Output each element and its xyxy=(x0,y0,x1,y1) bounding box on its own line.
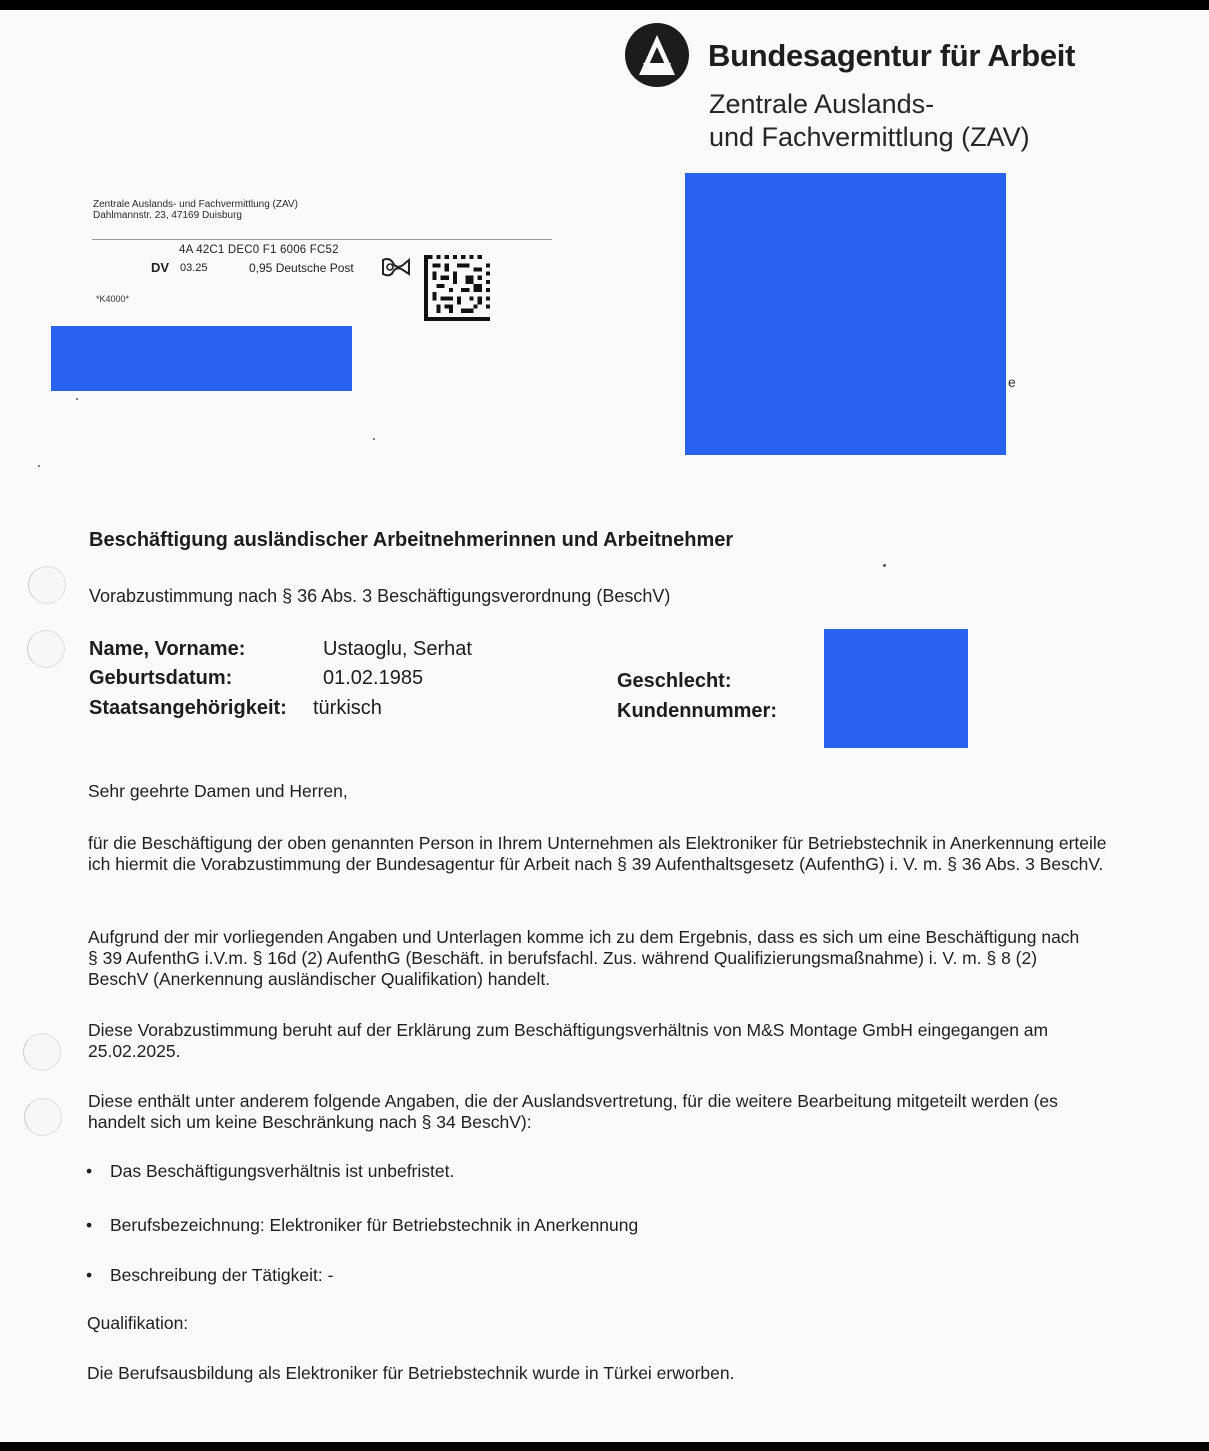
franking-dv: DV xyxy=(151,260,170,275)
name-label: Name, Vorname: xyxy=(89,638,246,660)
letter-page xyxy=(0,10,1209,1442)
franking-reference: *K4000* xyxy=(96,294,130,304)
qualification-heading: Qualifikation: xyxy=(87,1313,189,1333)
birthdate-label: Geburtsdatum: xyxy=(89,667,233,689)
redaction-recipient xyxy=(51,326,352,391)
qualification-text: Die Berufsausbildung als Elektroniker für Betriebstechnik wurde in Türkei erworben. xyxy=(87,1363,735,1383)
punch-hole-mark xyxy=(28,566,66,604)
bullet-text: Beschreibung der Tätigkeit: - xyxy=(110,1265,334,1285)
paragraph-basis: Diese Vorabzustimmung beruht auf der Erklärung zum Beschäftigungsverhältnis von M&S Montage GmbH eingegangen am 25.02.2025. xyxy=(88,1020,1049,1061)
bullet-item xyxy=(86,1161,454,1182)
bullet-item xyxy=(86,1215,638,1236)
paragraph-details: Diese enthält unter anderem folgende Angaben, die der Auslandsvertretung, für die weitere Bearbeitung mitgeteilt werden (es handelt sich um keine Beschränkung nach § 34 BeschV): xyxy=(88,1091,1058,1132)
bullet-dot-icon: • xyxy=(86,1215,93,1235)
redaction-personal-data xyxy=(824,629,968,748)
salutation: Sehr geehrte Damen und Herren, xyxy=(88,781,348,801)
bullet-text: Berufsbezeichnung: Elektroniker für Betriebstechnik in Anerkennung xyxy=(110,1215,639,1235)
paragraph-assessment: Aufgrund der mir vorliegenden Angaben und Unterlagen komme ich zu dem Ergebnis, dass es sich um eine Beschäftigung nach § 39 AufenthG i.V.m. § 16d (2) AufenthG (Beschäft. in berufsfachl. Zus. während Qualifizierungsmaßnahme) i. V. m. § 8 (2) BeschV (Anerkennung ausländischer Qualifikation) handelt. xyxy=(88,927,1080,989)
redaction-contact-block xyxy=(685,173,1006,455)
birthdate-value: 01.02.1985 xyxy=(323,667,424,689)
bullet-item xyxy=(86,1265,333,1286)
bullet-dot-icon: • xyxy=(86,1161,93,1181)
name-value: Ustaoglu, Serhat xyxy=(323,638,472,660)
ba-logo-icon xyxy=(625,23,689,87)
customer-number-label: Kundennummer: xyxy=(617,700,777,722)
sender-line1: Zentrale Auslands- und Fachvermittlung (ZAV) xyxy=(93,199,298,210)
paper-speck xyxy=(38,465,40,467)
post-horn-icon xyxy=(381,256,411,278)
punch-hole-mark xyxy=(27,630,65,668)
stray-character: e xyxy=(1008,374,1016,390)
org-sub-line1: Zentrale Auslands- xyxy=(709,89,935,119)
franking-code: 4A 42C1 DEC0 F1 6006 FC52 xyxy=(179,244,339,256)
paragraph-approval: für die Beschäftigung der oben genannten Person in Ihrem Unternehmen als Elektroniker für Betriebstechnik in Anerkennung erteile ich hiermit die Vorabzustimmung der Bundesagentur für Arbeit nach § 39 Aufenthaltsgesetz (AufenthG) i. V. m. § 36 Abs. 3 BeschV. xyxy=(88,833,1107,874)
org-subtitle xyxy=(709,88,1030,154)
punch-hole-mark xyxy=(23,1033,61,1071)
punch-hole-mark xyxy=(24,1098,62,1136)
bullet-dot-icon: • xyxy=(86,1265,93,1285)
nationality-label: Staatsangehörigkeit: xyxy=(89,697,287,719)
sender-divider xyxy=(92,239,552,240)
paper-speck xyxy=(76,398,78,400)
paper-speck xyxy=(373,438,375,440)
letter-subject: Beschäftigung ausländischer Arbeitnehmerinnen und Arbeitnehmer xyxy=(89,529,734,551)
gender-label: Geschlecht: xyxy=(617,670,732,692)
letter-subtitle: Vorabzustimmung nach § 36 Abs. 3 Beschäftigungsverordnung (BeschV) xyxy=(89,586,671,606)
franking-date: 03.25 xyxy=(180,262,208,274)
paper-speck xyxy=(883,564,886,567)
org-name: Bundesagentur für Arbeit xyxy=(708,38,1076,73)
org-sub-line2: und Fachvermittlung (ZAV) xyxy=(709,122,1030,152)
sender-line2: Dahlmannstr. 23, 47169 Duisburg xyxy=(93,210,242,221)
sender-address xyxy=(93,199,298,221)
franking-price: 0,95 Deutsche Post xyxy=(249,261,354,275)
datamatrix-barcode-icon xyxy=(424,254,490,322)
bullet-text: Das Beschäftigungsverhältnis ist unbefristet. xyxy=(110,1161,455,1181)
nationality-value: türkisch xyxy=(313,697,382,719)
